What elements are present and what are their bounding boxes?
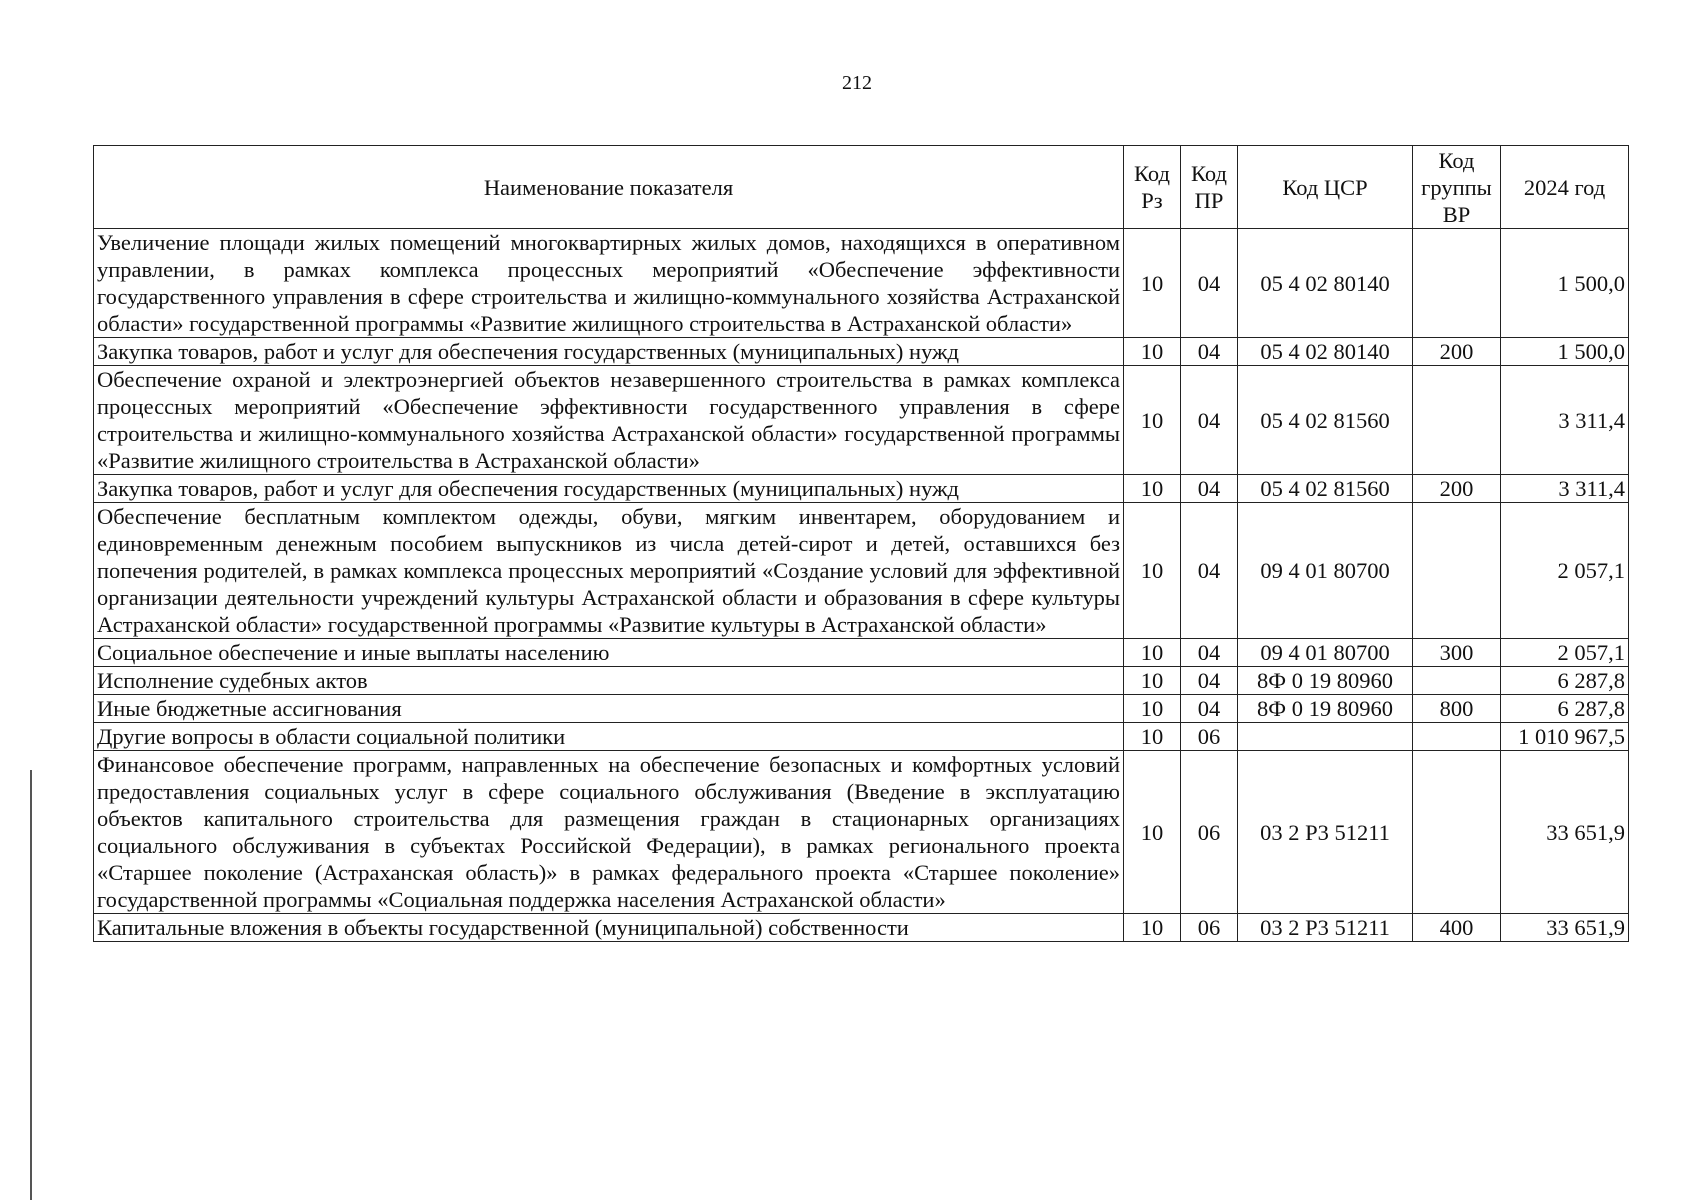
row-rz: 10 [1124, 751, 1181, 914]
table-row [94, 723, 1629, 751]
table-row [94, 503, 1629, 639]
row-pr: 04 [1181, 639, 1238, 667]
row-amount: 6 287,8 [1501, 667, 1629, 695]
header-csr: Код ЦСР [1238, 146, 1413, 229]
header-pr: Код ПР [1181, 146, 1238, 229]
row-rz: 10 [1124, 503, 1181, 639]
row-pr: 06 [1181, 751, 1238, 914]
row-name: Закупка товаров, работ и услуг для обеспечения государственных (муниципальных) нужд [94, 475, 1124, 503]
header-rz: Код Рз [1124, 146, 1181, 229]
row-pr: 06 [1181, 723, 1238, 751]
row-name: Другие вопросы в области социальной политики [94, 723, 1124, 751]
row-pr: 04 [1181, 667, 1238, 695]
row-vr: 200 [1413, 338, 1501, 366]
header-vr: Код группы ВР [1413, 146, 1501, 229]
row-name: Капитальные вложения в объекты государственной (муниципальной) собственности [94, 914, 1124, 942]
row-name: Обеспечение бесплатным комплектом одежды, обуви, мягким инвентарем, оборудованием и единовременным денежным пособием выпускников из числа детей-сирот и детей, оставшихся без попечения родителей, в рамках комплекса процессных мероприятий «Создание условий для эффективной организации деятельности учреждений культуры Астраханской области и образования в сфере культуры Астраханской области» государственной программы «Развитие культуры в Астраханской области» [94, 503, 1124, 639]
row-csr: 05 4 02 81560 [1238, 475, 1413, 503]
row-name: Увеличение площади жилых помещений многоквартирных жилых домов, находящихся в оперативном управлении, в рамках комплекса процессных мероприятий «Обеспечение эффективности государственного управления в сфере строительства и жилищно-коммунального хозяйства Астраханской области» государственной программы «Развитие жилищного строительства в Астраханской области» [94, 229, 1124, 338]
row-csr [1238, 723, 1413, 751]
row-csr: 09 4 01 80700 [1238, 503, 1413, 639]
row-vr [1413, 751, 1501, 914]
row-name: Обеспечение охраной и электроэнергией объектов незавершенного строительства в рамках комплекса процессных мероприятий «Обеспечение эффективности государственного управления в сфере строительства и жилищно-коммунального хозяйства Астраханской области» государственной программы «Развитие жилищного строительства в Астраханской области» [94, 366, 1124, 475]
row-pr: 04 [1181, 475, 1238, 503]
scan-margin-line [30, 770, 32, 1200]
row-csr: 03 2 Р3 51211 [1238, 751, 1413, 914]
row-name: Закупка товаров, работ и услуг для обеспечения государственных (муниципальных) нужд [94, 338, 1124, 366]
row-amount: 33 651,9 [1501, 751, 1629, 914]
table-header-row [94, 146, 1629, 229]
row-name: Иные бюджетные ассигнования [94, 695, 1124, 723]
row-amount: 3 311,4 [1501, 475, 1629, 503]
table-row [94, 366, 1629, 475]
row-vr [1413, 229, 1501, 338]
row-rz: 10 [1124, 667, 1181, 695]
header-year: 2024 год [1501, 146, 1629, 229]
row-amount: 1 010 967,5 [1501, 723, 1629, 751]
row-amount: 6 287,8 [1501, 695, 1629, 723]
table-row [94, 914, 1629, 942]
row-amount: 33 651,9 [1501, 914, 1629, 942]
row-rz: 10 [1124, 914, 1181, 942]
row-vr [1413, 366, 1501, 475]
row-csr: 05 4 02 80140 [1238, 229, 1413, 338]
row-rz: 10 [1124, 723, 1181, 751]
table-row [94, 338, 1629, 366]
budget-table [93, 145, 1629, 942]
row-amount: 1 500,0 [1501, 229, 1629, 338]
row-pr: 04 [1181, 338, 1238, 366]
row-vr [1413, 667, 1501, 695]
row-csr: 09 4 01 80700 [1238, 639, 1413, 667]
table-row [94, 639, 1629, 667]
table-row [94, 751, 1629, 914]
row-rz: 10 [1124, 695, 1181, 723]
row-name: Исполнение судебных актов [94, 667, 1124, 695]
row-pr: 04 [1181, 366, 1238, 475]
row-vr: 400 [1413, 914, 1501, 942]
row-pr: 04 [1181, 229, 1238, 338]
row-vr: 200 [1413, 475, 1501, 503]
table-row [94, 229, 1629, 338]
row-amount: 2 057,1 [1501, 639, 1629, 667]
row-rz: 10 [1124, 229, 1181, 338]
row-vr: 300 [1413, 639, 1501, 667]
row-rz: 10 [1124, 338, 1181, 366]
row-vr [1413, 503, 1501, 639]
row-csr: 05 4 02 80140 [1238, 338, 1413, 366]
row-name: Финансовое обеспечение программ, направленных на обеспечение безопасных и комфортных условий предоставления социальных услуг в сфере социального обслуживания (Введение в эксплуатацию объектов капитального строительства для размещения граждан в стационарных организациях социального обслуживания в субъектах Российской Федерации), в рамках регионального проекта «Старшее поколение (Астраханская область)» в рамках федерального проекта «Старшее поколение» государственной программы «Социальная поддержка населения Астраханской области» [94, 751, 1124, 914]
row-rz: 10 [1124, 475, 1181, 503]
table-row [94, 667, 1629, 695]
page-number: 212 [842, 72, 872, 94]
row-csr: 8Ф 0 19 80960 [1238, 667, 1413, 695]
row-pr: 04 [1181, 503, 1238, 639]
row-amount: 1 500,0 [1501, 338, 1629, 366]
table-row [94, 695, 1629, 723]
header-name: Наименование показателя [94, 146, 1124, 229]
row-csr: 8Ф 0 19 80960 [1238, 695, 1413, 723]
table-body [94, 229, 1629, 942]
table-row [94, 475, 1629, 503]
row-csr: 05 4 02 81560 [1238, 366, 1413, 475]
row-pr: 04 [1181, 695, 1238, 723]
row-name: Социальное обеспечение и иные выплаты населению [94, 639, 1124, 667]
row-csr: 03 2 Р3 51211 [1238, 914, 1413, 942]
row-pr: 06 [1181, 914, 1238, 942]
row-rz: 10 [1124, 366, 1181, 475]
row-vr [1413, 723, 1501, 751]
row-rz: 10 [1124, 639, 1181, 667]
row-amount: 2 057,1 [1501, 503, 1629, 639]
row-vr: 800 [1413, 695, 1501, 723]
row-amount: 3 311,4 [1501, 366, 1629, 475]
